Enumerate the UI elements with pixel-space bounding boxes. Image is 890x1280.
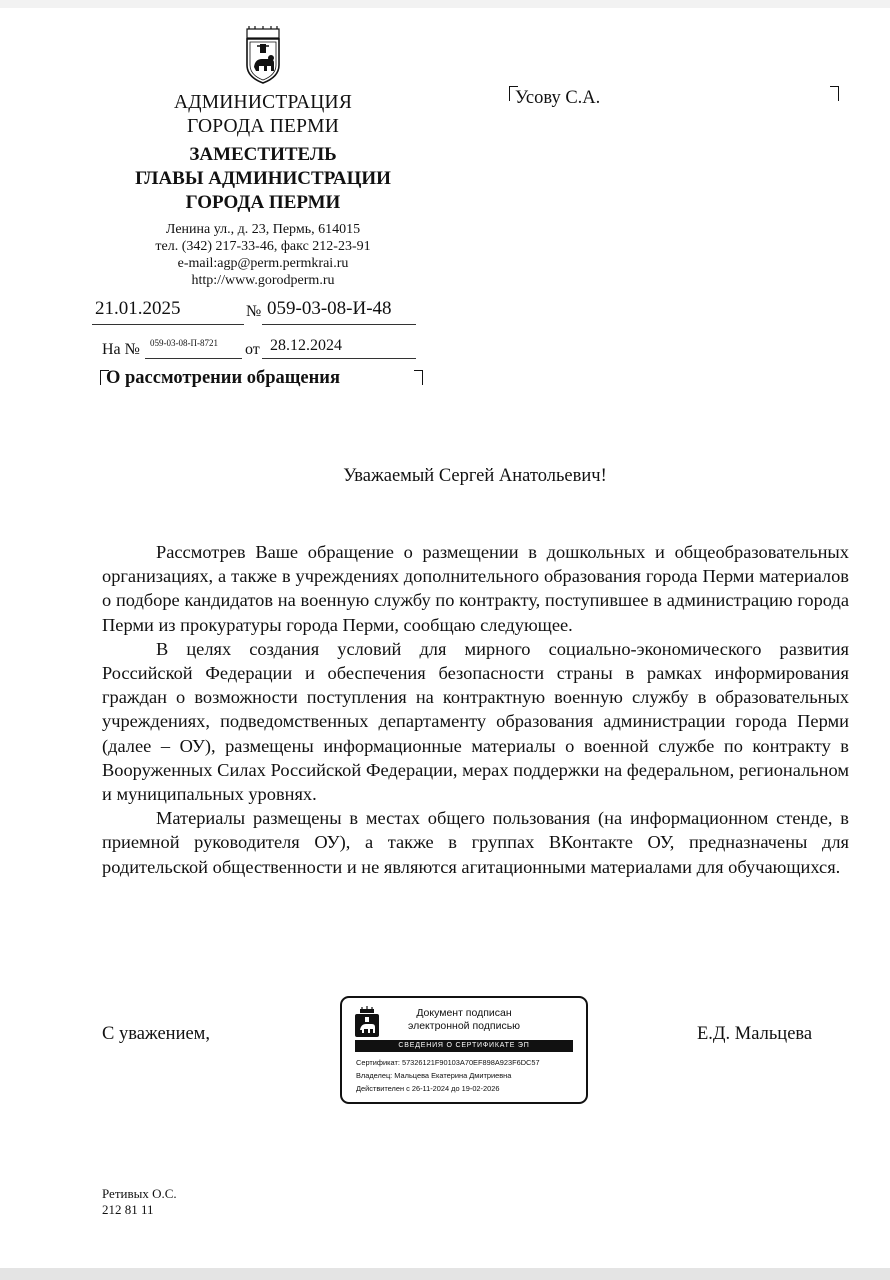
electronic-signature-stamp — [340, 996, 588, 1104]
official-title — [90, 143, 436, 215]
perm-krai-flag-icon — [354, 1006, 380, 1038]
stamp-caption — [386, 1007, 542, 1033]
incoming-number-underline — [145, 358, 242, 359]
paragraph-3: Материалы размещены в местах общего пользования (на информационном стенде, в приемной руководителя ОУ), а также в группах ВКонтакте ОУ, предназначены для родительской общественности и не являются агитационными материалами для обучающихся. — [102, 808, 849, 877]
incoming-number: 059-03-08-П-8721 — [150, 338, 218, 348]
stamp-caption-line1: Документ подписан — [416, 1007, 512, 1019]
outgoing-date-underline — [92, 324, 244, 325]
stamp-validity: Действителен с 26-11-2024 до 19-02-2026 — [356, 1084, 500, 1093]
address: Ленина ул., д. 23, Пермь, 614015 — [165, 222, 361, 237]
incoming-date: 28.12.2024 — [270, 337, 342, 354]
letterhead — [90, 25, 436, 289]
paragraph-1: Рассмотрев Ваше обращение о размещении в дошкольных и общеобразовательных организациях, а также в учреждениях дополнительного образования города Перми материалов о подборе кандидатов на военную службу по контракту, поступившее в администрацию города Перми из прокуратуры города Перми, сообщаю следующее. — [102, 542, 849, 635]
subject: О рассмотрении обращения — [106, 368, 340, 388]
closing: С уважением, — [102, 1024, 211, 1044]
phone: тел. (342) 217-33-46, факс 212-23-91 — [155, 239, 371, 254]
org-name-line1: АДМИНИСТРАЦИЯ — [173, 92, 353, 113]
stamp-owner: Владелец: Мальцева Екатерина Дмитриевна — [356, 1071, 512, 1080]
page-top-edge — [0, 0, 890, 8]
letter-body — [102, 540, 849, 879]
email: e-mail:agp@perm.permkrai.ru — [177, 256, 349, 271]
incoming-date-underline — [262, 358, 416, 359]
executor-phone: 212 81 11 — [102, 1202, 154, 1217]
stamp-certificate-band: СВЕДЕНИЯ О СЕРТИФИКАТЕ ЭП — [355, 1040, 573, 1052]
org-name-line2: ГОРОДА ПЕРМИ — [187, 116, 339, 137]
official-title-line3: ГОРОДА ПЕРМИ — [185, 192, 341, 213]
address-corner-top-right — [830, 86, 839, 101]
stamp-caption-line2: электронной подписью — [407, 1020, 521, 1032]
stamp-certificate-info — [356, 1056, 582, 1095]
outgoing-number: 059-03-08-И-48 — [267, 298, 392, 319]
contact-block — [90, 221, 436, 289]
website: http://www.gorodperm.ru — [191, 273, 335, 288]
outgoing-number-sign: № — [246, 303, 262, 320]
outgoing-number-underline — [262, 324, 416, 325]
incoming-label: На № — [102, 341, 140, 358]
signer-name: Е.Д. Мальцева — [697, 1024, 813, 1044]
subject-corner-top-right — [414, 370, 423, 385]
perm-coat-of-arms-icon — [238, 25, 288, 85]
recipient: Усову С.А. — [515, 88, 601, 108]
greeting: Уважаемый Сергей Анатольевич! — [343, 466, 607, 486]
stamp-certificate-number: Сертификат: 57326121F90103A70EF898A923F6DC57 — [356, 1058, 540, 1067]
paragraph-2: В целях создания условий для мирного социально-экономического развития Российской Федерации и обеспечения безопасности страны в рамках информирования граждан о возможности поступления на контрактную военную службу в образовательных учреждениях, подведомственных департаменту образования администрации города Перми (далее – ОУ), размещены информационные материалы о военной службе по контракту в Вооруженных Силах Российской Федерации, мерах поддержки на федеральном, региональном и муниципальных уровнях. — [102, 638, 849, 805]
official-title-line2: ГЛАВЫ АДМИНИСТРАЦИИ — [135, 168, 391, 189]
outgoing-date: 21.01.2025 — [95, 298, 181, 319]
executor-name: Ретивых О.С. — [102, 1186, 177, 1201]
official-title-line1: ЗАМЕСТИТЕЛЬ — [189, 144, 337, 165]
org-name — [90, 91, 436, 139]
page-bottom-edge — [0, 1268, 890, 1280]
executor-block — [102, 1186, 177, 1218]
incoming-from-label: от — [245, 341, 260, 358]
